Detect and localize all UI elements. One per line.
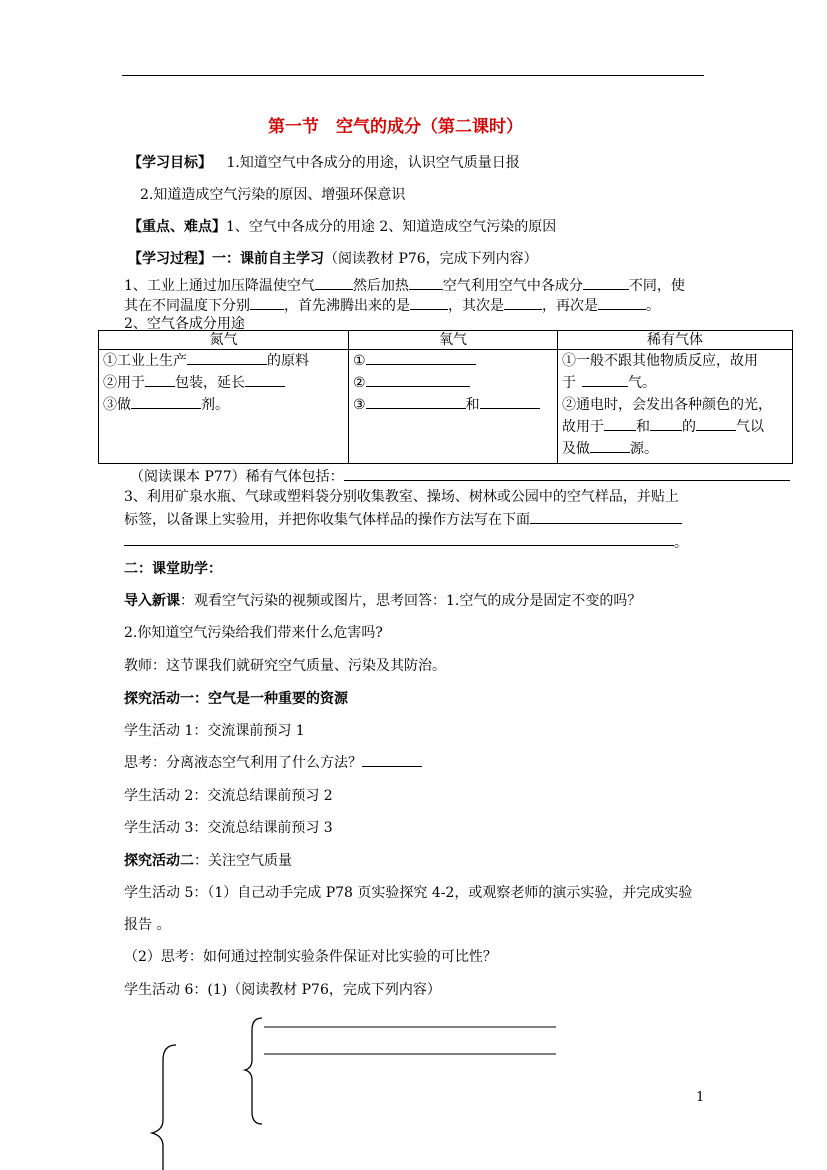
q1-blank-4[interactable]	[250, 297, 284, 310]
header-nitrogen: 氮气	[99, 331, 349, 350]
rare-use-2: ②通电时，会发出各种颜色的光，	[562, 397, 772, 413]
q1-text-d: 不同，使	[628, 278, 685, 294]
q1-text-g: ，其次是	[448, 298, 504, 314]
rare-blank-3[interactable]	[650, 418, 682, 431]
goal-1: 1.知道空气中各成分的用途，认识空气质量日报	[226, 155, 520, 171]
activity-1-heading: 探究活动一：空气是一种重要的资源	[124, 691, 348, 707]
rare-use-2c: 及做	[562, 441, 590, 457]
q1-text-i: 。	[646, 298, 660, 314]
question-1-line-1	[124, 275, 685, 295]
question-1-line-2	[124, 295, 660, 315]
oxygen-blank-3[interactable]	[366, 396, 466, 409]
q1-text-a: 1、工业上通过加压降温使空气	[124, 278, 315, 294]
nitrogen-use-3-end: 剂。	[201, 397, 229, 413]
q3-blank-1[interactable]	[530, 511, 682, 524]
process-label: 【学习过程】	[128, 251, 212, 267]
oxygen-use-1: ①	[353, 353, 366, 369]
header-rare-gas: 稀有气体	[558, 331, 793, 350]
goals-line	[128, 152, 520, 172]
activity-2-text: ：关注空气质量	[194, 853, 292, 869]
intro-text: ：观看空气污染的视频或图片，思考回答：1.空气的成分是固定不变的吗？	[180, 593, 642, 609]
question-3-line-1: 3、利用矿泉水瓶、气球或塑料袋分别收集教室、操场、树林或公园中的空气样品，并贴上	[124, 489, 679, 505]
student-activity-2: 学生活动 2：交流总结课前预习 2	[124, 788, 333, 804]
large-brace	[152, 1045, 176, 1170]
student-activity-5-line-2: 报告 。	[124, 917, 171, 933]
small-brace	[245, 1018, 262, 1124]
rare-use-1-end: 气。	[628, 375, 656, 391]
nitrogen-blank-3[interactable]	[245, 374, 285, 387]
rare-use-2-end: 源。	[630, 441, 658, 457]
student-activity-3: 学生活动 3：交流总结课前预习 3	[124, 820, 333, 836]
q1-blank-2[interactable]	[409, 277, 443, 290]
nitrogen-blank-4[interactable]	[131, 396, 201, 409]
rare-blank-4[interactable]	[696, 418, 736, 431]
header-rule	[122, 75, 704, 76]
q3-blank-line-2[interactable]	[124, 545, 674, 546]
rare-use-2-de: 的	[682, 419, 696, 435]
page-title: 第一节 空气的成分（第二课时）	[268, 117, 523, 137]
rare-gas-cell	[558, 350, 793, 464]
rare-gas-include-blank[interactable]	[344, 468, 790, 481]
nitrogen-cell	[99, 350, 349, 464]
q3-end: 。	[674, 535, 688, 551]
student-activity-6: 学生活动 6：(1)（阅读教材 P76，完成下列内容）	[124, 982, 441, 998]
nitrogen-use-1: ①工业上生产	[103, 353, 187, 369]
goals-label: 【学习目标】	[128, 155, 212, 171]
nitrogen-blank-1[interactable]	[187, 352, 267, 365]
nitrogen-use-1-end: 的原料	[267, 353, 309, 369]
rare-blank-2[interactable]	[604, 418, 636, 431]
q1-text-h: ，再次是	[542, 298, 598, 314]
think-1-line	[124, 752, 422, 772]
nitrogen-use-2-mid: 包装，延长	[175, 375, 245, 391]
q1-text-c: 空气利用空气中各成分	[442, 278, 583, 294]
activity-2-line	[124, 850, 292, 870]
student-activity-5-line-1: 学生活动 5：（1）自己动手完成 P78 页实验探究 4-2，或观察老师的演示实验，并完成实验	[124, 885, 693, 901]
oxygen-use-2: ②	[353, 375, 366, 391]
rare-blank-5[interactable]	[590, 440, 630, 453]
page-number: 1	[696, 1090, 705, 1105]
student-activity-1: 学生活动 1：交流课前预习 1	[124, 723, 305, 739]
oxygen-blank-4[interactable]	[480, 396, 540, 409]
question-2: 2、空气各成分用途	[124, 316, 245, 332]
rare-gas-include-text: （阅读课本 P77）稀有气体包括：	[130, 469, 344, 485]
question-3-line-2	[124, 509, 682, 529]
q1-text-b: 然后加热	[352, 278, 409, 294]
rare-gas-include-line	[130, 466, 790, 486]
gas-uses-table	[98, 330, 793, 464]
rare-use-2b: 故用于	[562, 419, 604, 435]
q3-text-2: 标签，以备课上实验用，并把你收集气体样品的操作方法写在下面	[124, 512, 530, 528]
q1-blank-1[interactable]	[315, 277, 353, 290]
oxygen-blank-2[interactable]	[366, 374, 470, 387]
rare-blank-1[interactable]	[582, 374, 628, 387]
part2-heading: 二：课堂助学：	[124, 561, 222, 577]
nitrogen-blank-2[interactable]	[145, 374, 175, 387]
q1-text-f: ，首先沸腾出来的是	[284, 298, 410, 314]
nitrogen-use-2: ②用于	[103, 375, 145, 391]
think-1-text: 思考：分离液态空气利用了什么方法？	[124, 755, 362, 771]
header-oxygen: 氧气	[349, 331, 558, 350]
nitrogen-use-3: ③做	[103, 397, 131, 413]
rare-use-1: ①一般不跟其他物质反应，故用	[562, 353, 758, 369]
intro-label: 导入新课	[124, 593, 180, 609]
rare-use-1b: 于	[562, 375, 576, 391]
rare-use-2-qi: 气以	[736, 419, 764, 435]
teacher-line: 教师：这节课我们就研究空气质量、污染及其防治。	[124, 658, 446, 674]
part1-heading: 一：课前自主学习	[212, 251, 324, 267]
key-points-text: 1、空气中各成分的用途 2、知道造成空气污染的原因	[226, 219, 557, 235]
q1-blank-5[interactable]	[410, 297, 448, 310]
oxygen-use-3: ③	[353, 397, 366, 413]
key-points-line	[128, 216, 556, 236]
q1-text-e: 其在不同温度下分别	[124, 298, 250, 314]
q1-blank-3[interactable]	[583, 277, 629, 290]
intro-line	[124, 590, 641, 610]
think-2: （2）思考：如何通过控制实验条件保证对比实验的可比性？	[124, 949, 497, 965]
process-line	[128, 248, 538, 268]
intro-question-2: 2.你知道空气污染给我们带来什么危害吗?	[124, 625, 383, 641]
q1-blank-7[interactable]	[598, 297, 646, 310]
key-points-label: 【重点、难点】	[128, 219, 226, 235]
activity-2-label: 探究活动二	[124, 853, 194, 869]
process-note: （阅读教材 P76，完成下列内容）	[324, 251, 538, 267]
rare-use-2-and: 和	[636, 419, 650, 435]
think-1-blank[interactable]	[362, 754, 422, 767]
oxygen-cell	[349, 350, 558, 464]
oxygen-blank-1[interactable]	[366, 352, 476, 365]
oxygen-use-3-and: 和	[465, 397, 480, 413]
q1-blank-6[interactable]	[504, 297, 542, 310]
goal-2: 2.知道造成空气污染的原因、增强环保意识	[140, 187, 406, 203]
